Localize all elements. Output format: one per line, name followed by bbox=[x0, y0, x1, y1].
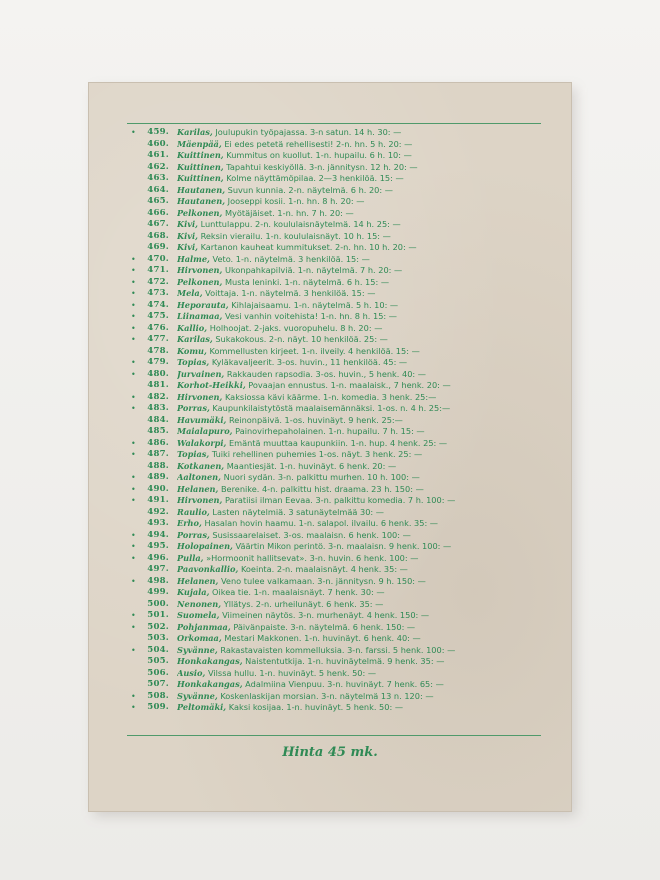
entry-details: Kaksi kosijaa. 1-n. huvinäyt. 5 henk. 50: — bbox=[228, 702, 404, 712]
entry-number: 466. bbox=[147, 207, 169, 218]
entry-text bbox=[177, 162, 551, 174]
entry-number: 463. bbox=[147, 173, 169, 183]
star-icon: • bbox=[131, 312, 136, 321]
catalog-entry bbox=[127, 208, 551, 220]
entry-author: Maialapuro, bbox=[177, 426, 233, 436]
entry-author: Hirvonen, bbox=[177, 495, 223, 505]
play-catalog-list bbox=[127, 127, 551, 714]
entry-author: Honkakangas, bbox=[177, 679, 243, 689]
entry-author: Hirvonen, bbox=[177, 391, 223, 402]
entry-number: 475. bbox=[147, 311, 169, 321]
entry-text bbox=[177, 311, 551, 323]
entry-details: Koskenlaskijan morsian. 3-n. näytelmä 13 n. 120: — bbox=[220, 690, 434, 701]
entry-text bbox=[177, 564, 551, 576]
star-icon: • bbox=[131, 622, 136, 632]
catalog-entry bbox=[127, 357, 551, 369]
entry-details: Vesi vanhin voitehista! 1-n. hn. 8 h. 15: — bbox=[224, 311, 397, 321]
star-icon: • bbox=[131, 392, 136, 402]
entry-details: Koeinta. 2-n. maalaisnäyt. 4 henk. 35: — bbox=[240, 564, 408, 574]
entry-author: Aaltonen, bbox=[177, 472, 221, 482]
catalog-entry bbox=[127, 541, 551, 553]
catalog-entry bbox=[127, 162, 551, 174]
entry-text bbox=[177, 173, 551, 185]
catalog-entry bbox=[127, 219, 551, 231]
entry-text bbox=[177, 518, 551, 530]
catalog-entry bbox=[127, 380, 551, 392]
entry-text bbox=[177, 484, 551, 496]
entry-text bbox=[177, 587, 551, 599]
star-icon: • bbox=[131, 438, 136, 448]
entry-number: 488. bbox=[147, 460, 169, 471]
entry-details: Rakkauden rapsodia. 3-os. huvin., 5 henk. 40: — bbox=[226, 368, 426, 379]
entry-text bbox=[177, 288, 551, 300]
entry-number: 498. bbox=[147, 575, 169, 586]
entry-number: 490. bbox=[147, 483, 169, 494]
entry-number: 507. bbox=[147, 679, 169, 689]
entry-details: Reinonpäivä. 1-os. huvinäyt. 9 henk. 25:— bbox=[228, 414, 403, 425]
catalog-entry bbox=[127, 495, 551, 507]
catalog-entry bbox=[127, 622, 551, 634]
entry-text bbox=[177, 576, 551, 588]
catalog-entry bbox=[127, 173, 551, 185]
entry-number: 473. bbox=[147, 288, 169, 298]
entry-text bbox=[177, 426, 551, 438]
catalog-entry bbox=[127, 645, 551, 657]
star-icon: • bbox=[131, 645, 136, 655]
entry-number: 502. bbox=[147, 621, 169, 632]
entry-author: Peltomäki, bbox=[177, 702, 227, 712]
entry-number: 501. bbox=[147, 610, 169, 620]
entry-details: Vilssa hullu. 1-n. huvinäyt. 5 henk. 50: — bbox=[207, 667, 377, 678]
catalog-entry bbox=[127, 311, 551, 323]
entry-number: 482. bbox=[147, 391, 169, 402]
entry-text bbox=[177, 472, 551, 484]
entry-author: Mela, bbox=[177, 288, 203, 298]
entry-author: Karilas, bbox=[177, 127, 213, 137]
star-icon: • bbox=[131, 530, 136, 540]
entry-number: 480. bbox=[147, 368, 169, 379]
star-icon: • bbox=[131, 277, 136, 287]
star-icon: • bbox=[131, 553, 136, 563]
entry-details: Kihlajaisaamu. 1-n. näytelmä. 5 h. 10: — bbox=[231, 299, 399, 310]
entry-author: Heporauta, bbox=[177, 299, 229, 310]
star-icon: • bbox=[131, 450, 136, 459]
entry-author: Hautanen, bbox=[177, 184, 226, 195]
catalog-entry bbox=[127, 196, 551, 208]
entry-author: Kivi, bbox=[177, 242, 198, 252]
entry-text bbox=[177, 679, 551, 691]
entry-text bbox=[177, 231, 551, 243]
entry-author: Helanen, bbox=[177, 575, 219, 586]
catalog-entry bbox=[127, 185, 551, 197]
entry-number: 468. bbox=[147, 230, 169, 241]
entry-text bbox=[177, 495, 551, 507]
entry-author: Topias, bbox=[177, 449, 210, 459]
catalog-entry bbox=[127, 656, 551, 668]
entry-text bbox=[177, 438, 551, 450]
catalog-entry bbox=[127, 334, 551, 346]
entry-author: Hirvonen, bbox=[177, 265, 223, 275]
entry-author: Erho, bbox=[177, 518, 202, 528]
star-icon: • bbox=[131, 369, 136, 379]
entry-number: 495. bbox=[147, 541, 169, 551]
entry-text bbox=[177, 702, 551, 714]
star-icon: • bbox=[131, 404, 136, 413]
entry-author: Hautanen, bbox=[177, 196, 226, 206]
catalog-entry bbox=[127, 415, 551, 427]
entry-number: 459. bbox=[147, 127, 169, 137]
entry-text bbox=[177, 219, 551, 231]
catalog-entry bbox=[127, 507, 551, 519]
entry-text bbox=[177, 403, 551, 415]
entry-author: Syvänne, bbox=[177, 644, 218, 655]
star-icon: • bbox=[131, 254, 136, 264]
entry-details: Sukakokous. 2-n. näyt. 10 henkilöä. 25: — bbox=[215, 334, 388, 344]
entry-number: 467. bbox=[147, 219, 169, 229]
catalog-entry bbox=[127, 484, 551, 496]
entry-author: Helanen, bbox=[177, 483, 219, 494]
catalog-entry bbox=[127, 668, 551, 680]
entry-number: 461. bbox=[147, 150, 169, 160]
entry-text bbox=[177, 139, 551, 151]
entry-text bbox=[177, 415, 551, 427]
star-icon: • bbox=[131, 496, 136, 505]
entry-text bbox=[177, 334, 551, 346]
star-icon: • bbox=[131, 611, 136, 620]
entry-author: Porras, bbox=[177, 403, 210, 413]
catalog-entry bbox=[127, 127, 551, 139]
entry-text bbox=[177, 668, 551, 680]
entry-text bbox=[177, 449, 551, 461]
entry-details: »Hormoonit hallitsevat». 3-n. huvin. 6 henk. 100: — bbox=[206, 552, 419, 563]
entry-number: 505. bbox=[147, 656, 169, 666]
entry-text bbox=[177, 645, 551, 657]
entry-details: Musta leninki. 1-n. näytelmä. 6 h. 15: — bbox=[224, 276, 390, 287]
entry-number: 460. bbox=[147, 138, 169, 149]
entry-text bbox=[177, 346, 551, 358]
catalog-entry bbox=[127, 300, 551, 312]
entry-author: Liinamaa, bbox=[177, 311, 223, 321]
entry-number: 476. bbox=[147, 322, 169, 333]
entry-details: Painovirhepaholainen. 1-n. hupailu. 7 h. 15: — bbox=[235, 426, 425, 436]
entry-details: Adalmiina Vienpuu. 3-n. huvinäyt. 7 henk. 65: — bbox=[245, 679, 444, 689]
entry-details: Susissaarelaiset. 3-os. maalaisn. 6 henk. 100: — bbox=[212, 529, 411, 540]
entry-details: Myötäjäiset. 1-n. hn. 7 h. 20: — bbox=[224, 207, 354, 218]
entry-text bbox=[177, 691, 551, 703]
entry-number: 478. bbox=[147, 345, 169, 356]
catalog-entry bbox=[127, 564, 551, 576]
entry-text bbox=[177, 127, 551, 139]
entry-author: Kallio, bbox=[177, 322, 208, 333]
catalog-entry bbox=[127, 461, 551, 473]
entry-text bbox=[177, 300, 551, 312]
entry-details: Väärtin Mikon perintö. 3-n. maalaisn. 9 henk. 100: — bbox=[235, 541, 452, 551]
entry-author: Suomela, bbox=[177, 610, 220, 620]
entry-details: Kaupunkilaistytöstä maalaisemännäksi. 1-os. n. 4 h. 25:— bbox=[212, 403, 451, 413]
entry-author: Kotkanen, bbox=[177, 460, 225, 471]
entry-author: Komu, bbox=[177, 345, 207, 356]
entry-text bbox=[177, 530, 551, 542]
star-icon: • bbox=[131, 484, 136, 494]
entry-author: Kuittinen, bbox=[177, 150, 224, 160]
entry-text bbox=[177, 610, 551, 622]
catalog-entry bbox=[127, 472, 551, 484]
entry-details: Kaksiossa kävi käärme. 1-n. komedia. 3 henk. 25:— bbox=[224, 391, 437, 402]
entry-text bbox=[177, 599, 551, 611]
catalog-entry bbox=[127, 691, 551, 703]
catalog-entry bbox=[127, 702, 551, 714]
entry-number: 506. bbox=[147, 667, 169, 678]
entry-text bbox=[177, 369, 551, 381]
entry-text bbox=[177, 254, 551, 266]
entry-author: Mäenpää, bbox=[177, 138, 222, 149]
catalog-entry bbox=[127, 346, 551, 358]
entry-text bbox=[177, 277, 551, 289]
entry-details: Voittaja. 1-n. näytelmä. 3 henkilöä. 15: — bbox=[205, 288, 376, 298]
entry-details: Ukonpahkapilviä. 1-n. näytelmä. 7 h. 20: — bbox=[224, 265, 403, 275]
price-label: Hinta 45 mk. bbox=[282, 745, 378, 760]
entry-author: Topias, bbox=[177, 357, 210, 367]
top-rule bbox=[127, 123, 541, 124]
entry-number: 504. bbox=[147, 644, 169, 655]
catalog-entry bbox=[127, 277, 551, 289]
star-icon: • bbox=[131, 300, 136, 310]
entry-details: Hasalan hovin haamu. 1-n. salapol. ilvailu. 6 henk. 35: — bbox=[204, 518, 438, 528]
entry-details: Kyläkavaljeerit. 3-os. huvin., 11 henkilöä. 45: — bbox=[211, 357, 408, 367]
entry-details: Rakastavaisten kommelluksia. 3-n. farssi. 5 henk. 100: — bbox=[220, 644, 456, 655]
entry-number: 464. bbox=[147, 184, 169, 195]
catalog-entry bbox=[127, 633, 551, 645]
entry-text bbox=[177, 541, 551, 553]
catalog-entry bbox=[127, 530, 551, 542]
entry-details: Nuori sydän. 3-n. palkittu murhen. 10 h. 100: — bbox=[223, 472, 420, 482]
entry-text bbox=[177, 242, 551, 254]
catalog-entry bbox=[127, 288, 551, 300]
entry-details: Ei edes petetä rehellisesti! 2-n. hn. 5 h. 20: — bbox=[224, 138, 413, 149]
entry-text bbox=[177, 185, 551, 197]
entry-number: 503. bbox=[147, 633, 169, 643]
entry-text bbox=[177, 656, 551, 668]
entry-details: Kommellusten kirjeet. 1-n. ilveily. 4 henkilöä. 15: — bbox=[209, 345, 420, 356]
entry-text bbox=[177, 265, 551, 277]
entry-text bbox=[177, 633, 551, 645]
entry-details: Tuiki rehellinen puhemies 1-os. näyt. 3 henk. 25: — bbox=[211, 449, 423, 459]
entry-author: Syvänne, bbox=[177, 690, 218, 701]
entry-author: Karilas, bbox=[177, 334, 213, 344]
catalog-entry bbox=[127, 576, 551, 588]
catalog-entry bbox=[127, 150, 551, 162]
entry-details: Mestari Makkonen. 1-n. huvinäyt. 6 henk. 40: — bbox=[224, 633, 421, 643]
entry-author: Kujala, bbox=[177, 587, 210, 597]
entry-author: Kivi, bbox=[177, 230, 198, 241]
entry-number: 487. bbox=[147, 449, 169, 459]
entry-details: Suvun kunnia. 2-n. näytelmä. 6 h. 20: — bbox=[227, 184, 393, 195]
star-icon: • bbox=[131, 323, 136, 333]
entry-details: Holhoojat. 2-jaks. vuoropuhelu. 8 h. 20: — bbox=[209, 322, 383, 333]
entry-details: Jooseppi kosii. 1-n. hn. 8 h. 20: — bbox=[227, 196, 365, 206]
entry-number: 489. bbox=[147, 472, 169, 482]
entry-number: 494. bbox=[147, 529, 169, 540]
catalog-entry bbox=[127, 369, 551, 381]
catalog-entry bbox=[127, 587, 551, 599]
star-icon: • bbox=[131, 358, 136, 367]
entry-author: Korhot-Heikki, bbox=[177, 380, 246, 390]
entry-details: Lasten näytelmiä. 3 satunäytelmää 30: — bbox=[212, 506, 384, 517]
entry-author: Pulla, bbox=[177, 552, 204, 563]
star-icon: • bbox=[131, 289, 136, 298]
entry-details: Paratiisi ilman Eevaa. 3-n. palkittu komedia. 7 h. 100: — bbox=[224, 495, 456, 505]
entry-number: 483. bbox=[147, 403, 169, 413]
catalog-entry bbox=[127, 231, 551, 243]
catalog-entry bbox=[127, 254, 551, 266]
entry-author: Pohjanmaa, bbox=[177, 621, 231, 632]
entry-author: Jurvainen, bbox=[177, 368, 225, 379]
entry-number: 493. bbox=[147, 518, 169, 528]
star-icon: • bbox=[131, 128, 136, 137]
entry-number: 471. bbox=[147, 265, 169, 275]
catalog-entry bbox=[127, 599, 551, 611]
entry-author: Kuittinen, bbox=[177, 161, 224, 172]
entry-details: Povaajan ennustus. 1-n. maalaisk., 7 henk. 20: — bbox=[248, 380, 451, 390]
entry-author: Porras, bbox=[177, 529, 210, 540]
entry-details: Päivänpaiste. 3-n. näytelmä. 6 henk. 150: — bbox=[233, 621, 416, 632]
entry-details: Joulupukin työpajassa. 3-n satun. 14 h. 30: — bbox=[215, 127, 402, 137]
entry-text bbox=[177, 622, 551, 634]
entry-author: Honkakangas, bbox=[177, 656, 243, 666]
entry-number: 499. bbox=[147, 587, 169, 597]
entry-details: Emäntä muuttaa kaupunkiin. 1-n. hup. 4 henk. 25: — bbox=[228, 437, 448, 448]
entry-author: Pelkonen, bbox=[177, 207, 223, 218]
catalog-entry bbox=[127, 323, 551, 335]
entry-number: 481. bbox=[147, 380, 169, 390]
entry-number: 485. bbox=[147, 426, 169, 436]
entry-details: Kolme näyttämöpilaa. 2—3 henkilöä. 15: — bbox=[226, 173, 404, 183]
entry-number: 486. bbox=[147, 437, 169, 448]
catalog-entry bbox=[127, 553, 551, 565]
entry-number: 474. bbox=[147, 299, 169, 310]
entry-details: Tapahtui keskiyöllä. 3-n. jännitysn. 12 h. 20: — bbox=[226, 161, 418, 172]
entry-details: Veto. 1-n. näytelmä. 3 henkilöä. 15: — bbox=[212, 253, 370, 264]
entry-details: Viimeinen näytös. 3-n. murhenäyt. 4 henk. 150: — bbox=[222, 610, 430, 620]
catalog-entry bbox=[127, 242, 551, 254]
entry-author: Pelkonen, bbox=[177, 276, 223, 287]
entry-number: 500. bbox=[147, 598, 169, 609]
entry-author: Walakorpi, bbox=[177, 437, 227, 448]
entry-number: 469. bbox=[147, 242, 169, 252]
entry-details: Kartanon kauheat kummitukset. 2-n. hn. 10 h. 20: — bbox=[200, 242, 417, 252]
star-icon: • bbox=[131, 266, 136, 275]
entry-number: 508. bbox=[147, 690, 169, 701]
entry-author: Havumäki, bbox=[177, 414, 227, 425]
back-cover-page bbox=[88, 82, 572, 812]
star-icon: • bbox=[131, 691, 136, 701]
catalog-entry bbox=[127, 139, 551, 151]
entry-author: Kivi, bbox=[177, 219, 198, 229]
catalog-entry bbox=[127, 438, 551, 450]
star-icon: • bbox=[131, 703, 136, 712]
star-icon: • bbox=[131, 576, 136, 586]
catalog-entry bbox=[127, 403, 551, 415]
entry-number: 484. bbox=[147, 414, 169, 425]
entry-text bbox=[177, 507, 551, 519]
entry-number: 472. bbox=[147, 276, 169, 287]
entry-number: 462. bbox=[147, 161, 169, 172]
catalog-entry bbox=[127, 265, 551, 277]
entry-details: Maantiesjät. 1-n. huvinäyt. 6 henk. 20: — bbox=[226, 460, 397, 471]
entry-details: Lunttulappu. 2-n. koululaisnäytelmä. 14 h. 25: — bbox=[200, 219, 401, 229]
bottom-rule bbox=[127, 735, 541, 736]
entry-number: 509. bbox=[147, 702, 169, 712]
star-icon: • bbox=[131, 335, 136, 344]
entry-number: 491. bbox=[147, 495, 169, 505]
entry-author: Ausio, bbox=[177, 667, 206, 678]
catalog-entry bbox=[127, 449, 551, 461]
catalog-entry bbox=[127, 392, 551, 404]
entry-author: Orkomaa, bbox=[177, 633, 222, 643]
entry-details: Veno tulee valkamaan. 3-n. jännitysn. 9 h. 150: — bbox=[220, 575, 426, 586]
entry-number: 496. bbox=[147, 552, 169, 563]
entry-author: Holopainen, bbox=[177, 541, 233, 551]
entry-details: Yllätys. 2-n. urheilunäyt. 6 henk. 35: — bbox=[223, 598, 384, 609]
entry-text bbox=[177, 196, 551, 208]
entry-number: 477. bbox=[147, 334, 169, 344]
entry-text bbox=[177, 553, 551, 565]
star-icon: • bbox=[131, 473, 136, 482]
star-icon: • bbox=[131, 542, 136, 551]
entry-text bbox=[177, 357, 551, 369]
entry-text bbox=[177, 392, 551, 404]
entry-number: 470. bbox=[147, 253, 169, 264]
entry-author: Paavonkallio, bbox=[177, 564, 239, 574]
entry-number: 479. bbox=[147, 357, 169, 367]
catalog-entry bbox=[127, 610, 551, 622]
entry-number: 492. bbox=[147, 506, 169, 517]
catalog-entry bbox=[127, 426, 551, 438]
entry-author: Nenonen, bbox=[177, 598, 222, 609]
entry-author: Raulio, bbox=[177, 506, 210, 517]
catalog-entry bbox=[127, 679, 551, 691]
entry-text bbox=[177, 208, 551, 220]
entry-details: Reksin vierailu. 1-n. koululaisnäyt. 10 h. 15: — bbox=[200, 230, 391, 241]
entry-number: 465. bbox=[147, 196, 169, 206]
entry-details: Naistentutkija. 1-n. huvinäytelmä. 9 henk. 35: — bbox=[245, 656, 445, 666]
entry-details: Oikea tie. 1-n. maalaisnäyt. 7 henk. 30: — bbox=[212, 587, 385, 597]
entry-details: Kummitus on kuollut. 1-n. hupailu. 6 h. 10: — bbox=[226, 150, 412, 160]
entry-text bbox=[177, 461, 551, 473]
entry-text bbox=[177, 380, 551, 392]
entry-author: Kuittinen, bbox=[177, 173, 224, 183]
entry-details: Berenike. 4-n. palkittu hist. draama. 23 h. 150: — bbox=[220, 483, 424, 494]
entry-text bbox=[177, 150, 551, 162]
entry-text bbox=[177, 323, 551, 335]
entry-number: 497. bbox=[147, 564, 169, 574]
catalog-entry bbox=[127, 518, 551, 530]
entry-author: Halme, bbox=[177, 253, 210, 264]
